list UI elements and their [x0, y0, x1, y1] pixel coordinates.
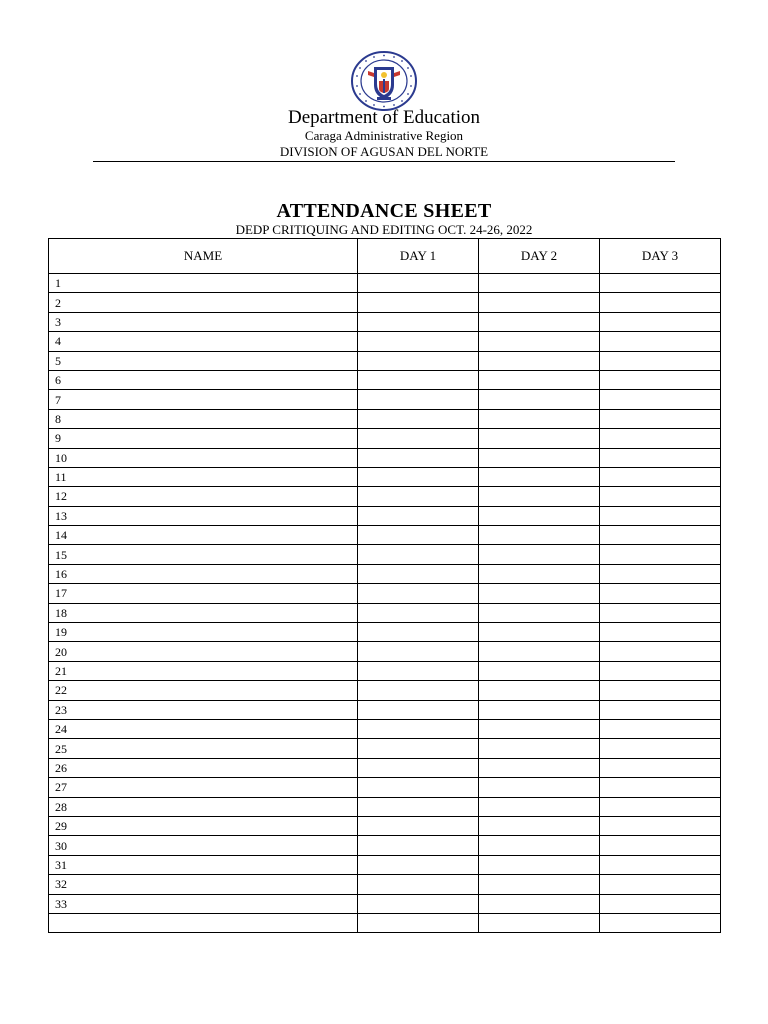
name-cell[interactable]: 12 — [49, 487, 358, 506]
name-cell[interactable]: 7 — [49, 390, 358, 409]
name-cell[interactable]: 3 — [49, 312, 358, 331]
name-cell[interactable]: 8 — [49, 409, 358, 428]
day-1-cell[interactable] — [358, 351, 479, 370]
attendance-table-body — [49, 274, 721, 933]
day-1-cell[interactable] — [358, 584, 479, 603]
table-row — [49, 661, 721, 680]
name-cell[interactable]: 14 — [49, 526, 358, 545]
table-row — [49, 506, 721, 525]
name-cell[interactable]: 31 — [49, 855, 358, 874]
deped-seal-icon — [351, 51, 417, 111]
day-3-cell[interactable] — [600, 778, 721, 797]
day-2-cell[interactable] — [479, 467, 600, 486]
day-3-cell[interactable] — [600, 448, 721, 467]
table-row — [49, 467, 721, 486]
name-cell[interactable]: 23 — [49, 700, 358, 719]
day-3-cell[interactable] — [600, 564, 721, 583]
day-3-cell[interactable] — [600, 545, 721, 564]
day-1-cell[interactable] — [358, 642, 479, 661]
day-2-cell[interactable] — [479, 623, 600, 642]
column-header-name: NAME — [49, 239, 358, 274]
day-2-cell[interactable] — [479, 642, 600, 661]
day-2-cell[interactable] — [479, 409, 600, 428]
table-row — [49, 390, 721, 409]
name-cell[interactable] — [49, 913, 358, 932]
day-2-cell[interactable] — [479, 429, 600, 448]
day-1-cell[interactable] — [358, 603, 479, 622]
day-1-cell[interactable] — [358, 623, 479, 642]
column-header-day-1: DAY 1 — [358, 239, 479, 274]
day-2-cell[interactable] — [479, 487, 600, 506]
day-1-cell[interactable] — [358, 370, 479, 389]
table-row — [49, 681, 721, 700]
day-3-cell[interactable] — [600, 623, 721, 642]
day-1-cell[interactable] — [358, 293, 479, 312]
day-1-cell[interactable] — [358, 390, 479, 409]
day-1-cell[interactable] — [358, 467, 479, 486]
day-1-cell[interactable] — [358, 487, 479, 506]
name-cell[interactable]: 22 — [49, 681, 358, 700]
department-title: Department of Education — [287, 107, 481, 128]
table-row — [49, 739, 721, 758]
day-3-cell[interactable] — [600, 584, 721, 603]
day-3-cell[interactable] — [600, 487, 721, 506]
day-1-cell[interactable] — [358, 719, 479, 738]
table-row — [49, 836, 721, 855]
day-2-cell[interactable] — [479, 293, 600, 312]
table-row — [49, 429, 721, 448]
day-2-cell[interactable] — [479, 719, 600, 738]
name-cell[interactable]: 9 — [49, 429, 358, 448]
day-2-cell[interactable] — [479, 700, 600, 719]
day-1-cell[interactable] — [358, 855, 479, 874]
table-row — [49, 448, 721, 467]
table-row — [49, 274, 721, 293]
name-cell[interactable]: 27 — [49, 778, 358, 797]
table-row — [49, 700, 721, 719]
day-3-cell[interactable] — [600, 875, 721, 894]
day-2-cell[interactable] — [479, 351, 600, 370]
day-2-cell[interactable] — [479, 526, 600, 545]
day-1-cell[interactable] — [358, 409, 479, 428]
table-row — [49, 351, 721, 370]
day-3-cell[interactable] — [600, 758, 721, 777]
sheet-title: ATTENDANCE SHEET — [276, 200, 492, 222]
day-3-cell[interactable] — [600, 681, 721, 700]
day-3-cell[interactable] — [600, 603, 721, 622]
day-2-cell[interactable] — [479, 448, 600, 467]
day-2-cell[interactable] — [479, 681, 600, 700]
table-row — [49, 875, 721, 894]
day-1-cell[interactable] — [358, 429, 479, 448]
day-1-cell[interactable] — [358, 836, 479, 855]
day-1-cell[interactable] — [358, 564, 479, 583]
day-3-cell[interactable] — [600, 409, 721, 428]
day-1-cell[interactable] — [358, 778, 479, 797]
day-3-cell[interactable] — [600, 370, 721, 389]
day-3-cell[interactable] — [600, 661, 721, 680]
name-cell[interactable]: 16 — [49, 564, 358, 583]
day-2-cell[interactable] — [479, 913, 600, 932]
table-row — [49, 642, 721, 661]
day-1-cell[interactable] — [358, 332, 479, 351]
header-divider — [93, 161, 675, 162]
day-1-cell[interactable] — [358, 681, 479, 700]
day-2-cell[interactable] — [479, 603, 600, 622]
day-1-cell[interactable] — [358, 661, 479, 680]
table-row — [49, 332, 721, 351]
sheet-subtitle: DEDP CRITIQUING AND EDITING OCT. 24-26, 2022 — [235, 222, 533, 237]
table-row — [49, 913, 721, 932]
day-1-cell[interactable] — [358, 758, 479, 777]
table-row — [49, 603, 721, 622]
day-3-cell[interactable] — [600, 700, 721, 719]
day-3-cell[interactable] — [600, 797, 721, 816]
day-2-cell[interactable] — [479, 758, 600, 777]
name-cell[interactable]: 24 — [49, 719, 358, 738]
name-cell[interactable]: 20 — [49, 642, 358, 661]
day-2-cell[interactable] — [479, 390, 600, 409]
day-3-cell[interactable] — [600, 855, 721, 874]
day-3-cell[interactable] — [600, 312, 721, 331]
name-cell[interactable]: 29 — [49, 816, 358, 835]
name-cell[interactable]: 17 — [49, 584, 358, 603]
table-row — [49, 545, 721, 564]
day-3-cell[interactable] — [600, 816, 721, 835]
day-3-cell[interactable] — [600, 739, 721, 758]
name-cell[interactable]: 26 — [49, 758, 358, 777]
day-2-cell[interactable] — [479, 778, 600, 797]
table-row — [49, 409, 721, 428]
name-cell[interactable]: 4 — [49, 332, 358, 351]
day-1-cell[interactable] — [358, 312, 479, 331]
table-row — [49, 564, 721, 583]
table-row — [49, 370, 721, 389]
column-header-day-2: DAY 2 — [479, 239, 600, 274]
day-3-cell[interactable] — [600, 390, 721, 409]
name-cell[interactable]: 13 — [49, 506, 358, 525]
day-2-cell[interactable] — [479, 875, 600, 894]
division-name: DIVISION OF AGUSAN DEL NORTE — [279, 144, 489, 159]
name-cell[interactable]: 32 — [49, 875, 358, 894]
name-cell[interactable]: 30 — [49, 836, 358, 855]
day-3-cell[interactable] — [600, 894, 721, 913]
day-2-cell[interactable] — [479, 894, 600, 913]
table-header-row — [49, 239, 721, 274]
day-3-cell[interactable] — [600, 274, 721, 293]
day-2-cell[interactable] — [479, 332, 600, 351]
name-cell[interactable]: 1 — [49, 274, 358, 293]
day-3-cell[interactable] — [600, 913, 721, 932]
day-2-cell[interactable] — [479, 564, 600, 583]
day-2-cell[interactable] — [479, 661, 600, 680]
day-2-cell[interactable] — [479, 797, 600, 816]
name-cell[interactable]: 10 — [49, 448, 358, 467]
day-3-cell[interactable] — [600, 293, 721, 312]
day-1-cell[interactable] — [358, 894, 479, 913]
table-row — [49, 719, 721, 738]
table-row — [49, 778, 721, 797]
day-3-cell[interactable] — [600, 351, 721, 370]
table-row — [49, 797, 721, 816]
table-row — [49, 623, 721, 642]
day-3-cell[interactable] — [600, 332, 721, 351]
day-2-cell[interactable] — [479, 584, 600, 603]
name-cell[interactable]: 5 — [49, 351, 358, 370]
day-3-cell[interactable] — [600, 526, 721, 545]
table-row — [49, 584, 721, 603]
name-cell[interactable]: 15 — [49, 545, 358, 564]
name-cell[interactable]: 11 — [49, 467, 358, 486]
day-2-cell[interactable] — [479, 545, 600, 564]
name-cell[interactable]: 28 — [49, 797, 358, 816]
name-cell[interactable]: 6 — [49, 370, 358, 389]
day-2-cell[interactable] — [479, 274, 600, 293]
day-1-cell[interactable] — [358, 526, 479, 545]
day-1-cell[interactable] — [358, 700, 479, 719]
name-cell[interactable]: 2 — [49, 293, 358, 312]
table-row — [49, 758, 721, 777]
day-3-cell[interactable] — [600, 719, 721, 738]
name-cell[interactable]: 25 — [49, 739, 358, 758]
day-3-cell[interactable] — [600, 836, 721, 855]
table-row — [49, 855, 721, 874]
region-name: Caraga Administrative Region — [304, 128, 464, 143]
day-1-cell[interactable] — [358, 913, 479, 932]
table-row — [49, 526, 721, 545]
day-3-cell[interactable] — [600, 506, 721, 525]
day-2-cell[interactable] — [479, 836, 600, 855]
day-3-cell[interactable] — [600, 467, 721, 486]
day-1-cell[interactable] — [358, 797, 479, 816]
name-cell[interactable]: 18 — [49, 603, 358, 622]
table-row — [49, 816, 721, 835]
day-3-cell[interactable] — [600, 642, 721, 661]
table-row — [49, 293, 721, 312]
day-2-cell[interactable] — [479, 506, 600, 525]
day-2-cell[interactable] — [479, 370, 600, 389]
day-1-cell[interactable] — [358, 506, 479, 525]
day-1-cell[interactable] — [358, 274, 479, 293]
day-1-cell[interactable] — [358, 448, 479, 467]
table-row — [49, 487, 721, 506]
column-header-day-3: DAY 3 — [600, 239, 721, 274]
day-1-cell[interactable] — [358, 816, 479, 835]
attendance-table — [48, 238, 721, 933]
day-3-cell[interactable] — [600, 429, 721, 448]
table-row — [49, 312, 721, 331]
day-1-cell[interactable] — [358, 739, 479, 758]
day-2-cell[interactable] — [479, 855, 600, 874]
name-cell[interactable]: 19 — [49, 623, 358, 642]
day-1-cell[interactable] — [358, 545, 479, 564]
name-cell[interactable]: 33 — [49, 894, 358, 913]
table-row — [49, 894, 721, 913]
day-1-cell[interactable] — [358, 875, 479, 894]
day-2-cell[interactable] — [479, 739, 600, 758]
day-2-cell[interactable] — [479, 816, 600, 835]
day-2-cell[interactable] — [479, 312, 600, 331]
name-cell[interactable]: 21 — [49, 661, 358, 680]
